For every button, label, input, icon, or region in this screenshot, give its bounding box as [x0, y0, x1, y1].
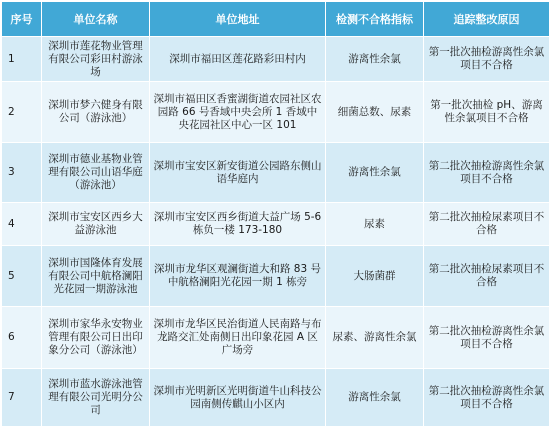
header-row: [2, 2, 550, 37]
cell-failed-indicator: 大肠菌群: [326, 246, 424, 307]
cell-rectification-reason: 第二批次抽检尿素项目不合格: [424, 246, 550, 307]
cell-unit-address: 深圳市福田区莲花路彩田村内: [150, 37, 326, 82]
cell-failed-indicator: 细菌总数、尿素: [326, 82, 424, 143]
cell-index: 3: [2, 143, 42, 203]
cell-unit-name: 深圳市家华永安物业管理有限公司日出印象分公司（游泳池）: [42, 307, 150, 369]
cell-unit-address: 深圳市宝安区新安街道公园路东侧山语华庭内: [150, 143, 326, 203]
cell-failed-indicator: 游离性余氯: [326, 369, 424, 427]
cell-rectification-reason: 第二批次抽检游离性余氯项目不合格: [424, 369, 550, 427]
cell-unit-address: 深圳市龙华区观澜街道大和路 83 号中航格澜阳光花园一期 1 栋旁: [150, 246, 326, 307]
table-row: [2, 246, 550, 307]
cell-index: 1: [2, 37, 42, 82]
table-row: [2, 307, 550, 369]
cell-rectification-reason: 第二批次抽检游离性余氯项目不合格: [424, 307, 550, 369]
cell-unit-address: 深圳市宝安区西乡街道大益广场 5-6 栋负一楼 173-180: [150, 203, 326, 246]
cell-index: 4: [2, 203, 42, 246]
cell-unit-address: 深圳市光明新区光明街道牛山科技公园南侧传麒山小区内: [150, 369, 326, 427]
cell-rectification-reason: 第一批次抽检游离性余氯项目不合格: [424, 37, 550, 82]
inspection-table: [1, 1, 550, 427]
cell-index: 2: [2, 82, 42, 143]
table-body: [2, 37, 550, 427]
cell-unit-name: 深圳市蓝水游泳池管理有限公司光明分公司: [42, 369, 150, 427]
header-failed-indicator: 检测不合格指标: [326, 2, 424, 37]
cell-unit-address: 深圳市福田区香蜜湖街道农园社区农园路 66 号香域中央会所 1 香域中央花园社区中心一区 101: [150, 82, 326, 143]
cell-failed-indicator: 尿素、游离性余氯: [326, 307, 424, 369]
table-row: [2, 143, 550, 203]
cell-rectification-reason: 第二批次抽检游离性余氯项目不合格: [424, 143, 550, 203]
cell-failed-indicator: 游离性余氯: [326, 37, 424, 82]
cell-unit-name: 深圳市宝安区西乡大益游泳池: [42, 203, 150, 246]
table-row: [2, 369, 550, 427]
cell-unit-name: 深圳市国隆体育发展有限公司中航格澜阳光花园一期游泳池: [42, 246, 150, 307]
cell-rectification-reason: 第二批次抽检尿素项目不合格: [424, 203, 550, 246]
cell-unit-name: 深圳市梦六健身有限公司（游泳池）: [42, 82, 150, 143]
table-row: [2, 82, 550, 143]
cell-unit-name: 深圳市德业基物业管理有限公司山语华庭（游泳池）: [42, 143, 150, 203]
cell-unit-address: 深圳市龙华区民治街道人民南路与布龙路交汇处南侧日出印象花园 A 区广场旁: [150, 307, 326, 369]
table-row: [2, 37, 550, 82]
cell-unit-name: 深圳市莲花物业管理有限公司彩田村游泳场: [42, 37, 150, 82]
cell-rectification-reason: 第一批次抽检 pH、游离性余氯项目不合格: [424, 82, 550, 143]
header-unit-address: 单位地址: [150, 2, 326, 37]
table-row: [2, 203, 550, 246]
header-index: 序号: [2, 2, 42, 37]
cell-index: 6: [2, 307, 42, 369]
table-header: [2, 2, 550, 37]
header-unit-name: 单位名称: [42, 2, 150, 37]
cell-failed-indicator: 游离性余氯: [326, 143, 424, 203]
cell-index: 7: [2, 369, 42, 427]
cell-failed-indicator: 尿素: [326, 203, 424, 246]
cell-index: 5: [2, 246, 42, 307]
header-rectification-reason: 追踪整改原因: [424, 2, 550, 37]
